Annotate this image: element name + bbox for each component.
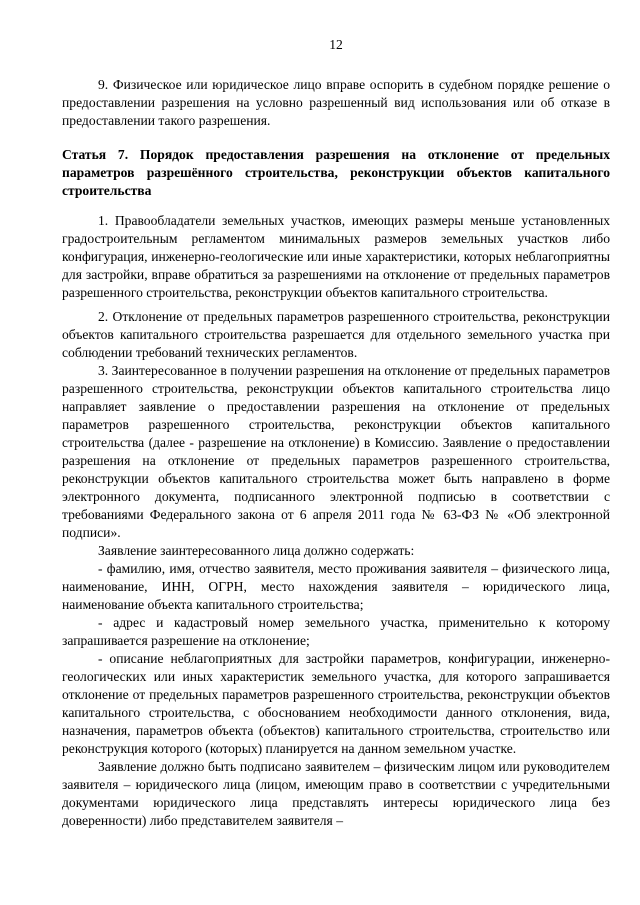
paragraph-contents-intro: Заявление заинтересованного лица должно содержать: <box>98 543 415 558</box>
paragraph-1: 1. Правообладатели земельных участков, имеющих размеры меньше установленных градостроительным регламентом минимальных размеров земельных участков либо конфигурация, инженерно-геологические или иные характеристики, которых неблагоприятны для застройки, вправе обратиться за разрешениями на отклонение от предельных параметров разрешенного строительства, реконструкции объектов капитального строительства. <box>62 213 610 300</box>
paragraph-signature: Заявление должно быть подписано заявителем – физическим лицом или руководителем заявителя – юридического лица (лицом, имеющим право в соответствии с учредительными документами юридического лица представлять интересы юридического лица без доверенности) либо представителем заявителя – <box>62 759 610 828</box>
paragraph-9: 9. Физическое или юридическое лицо вправе оспорить в судебном порядке решение о предоставлении разрешения на условно разрешенный вид использования или об отказе в предоставлении такого разрешения. <box>62 77 610 128</box>
article-heading: Статья 7. Порядок предоставления разрешения на отклонение от предельных параметров разрешённого строительства, реконструкции объектов капитального строительства <box>62 147 610 198</box>
page-number: 12 <box>329 37 343 52</box>
list-item-unfavorable-parameters: - описание неблагоприятных для застройки параметров, конфигурации, инженерно-геологических или иных характеристик земельного участка, для которого запрашивается отклонение от предельных параметров разрешенного строительства, реконструкции объектов капитального строительства, с обоснованием необходимости данного отклонения, вида, назначения, параметров объекта (объектов) капитального строительства, строительство или реконструкция которого (которых) планируется на данном земельном участке. <box>62 651 610 756</box>
paragraph-2: 2. Отклонение от предельных параметров разрешенного строительства, реконструкции объектов капитального строительства разрешается для отдельного земельного участка при соблюдении требований технических регламентов. <box>62 309 610 360</box>
list-item-land-address: - адрес и кадастровый номер земельного участка, применительно к которому запрашивается разрешение на отклонение; <box>62 615 610 648</box>
list-item-applicant-details: - фамилию, имя, отчество заявителя, место проживания заявителя – физического лица, наименование, ИНН, ОГРН, место нахождения заявителя – юридического лица, наименование объекта капитального строительства; <box>62 561 610 612</box>
paragraph-3: 3. Заинтересованное в получении разрешения на отклонение от предельных параметров разрешенного строительства, реконструкции объектов капитального строительства лицо направляет заявление о предоставлении разрешения на отклонение от предельных параметров разрешенного строительства, реконструкции объектов капитального строительства (далее - разрешение на отклонение) в Комиссию. Заявление о предоставлении разрешения на отклонение от предельных параметров разрешенного строительства, реконструкции объектов капитального строительства может быть направлено в форме электронного документа, подписанного электронной подписью в соответствии с требованиями Федерального закона от 6 апреля 2011 года № 63-ФЗ № «Об электронной подписи». <box>62 363 610 540</box>
